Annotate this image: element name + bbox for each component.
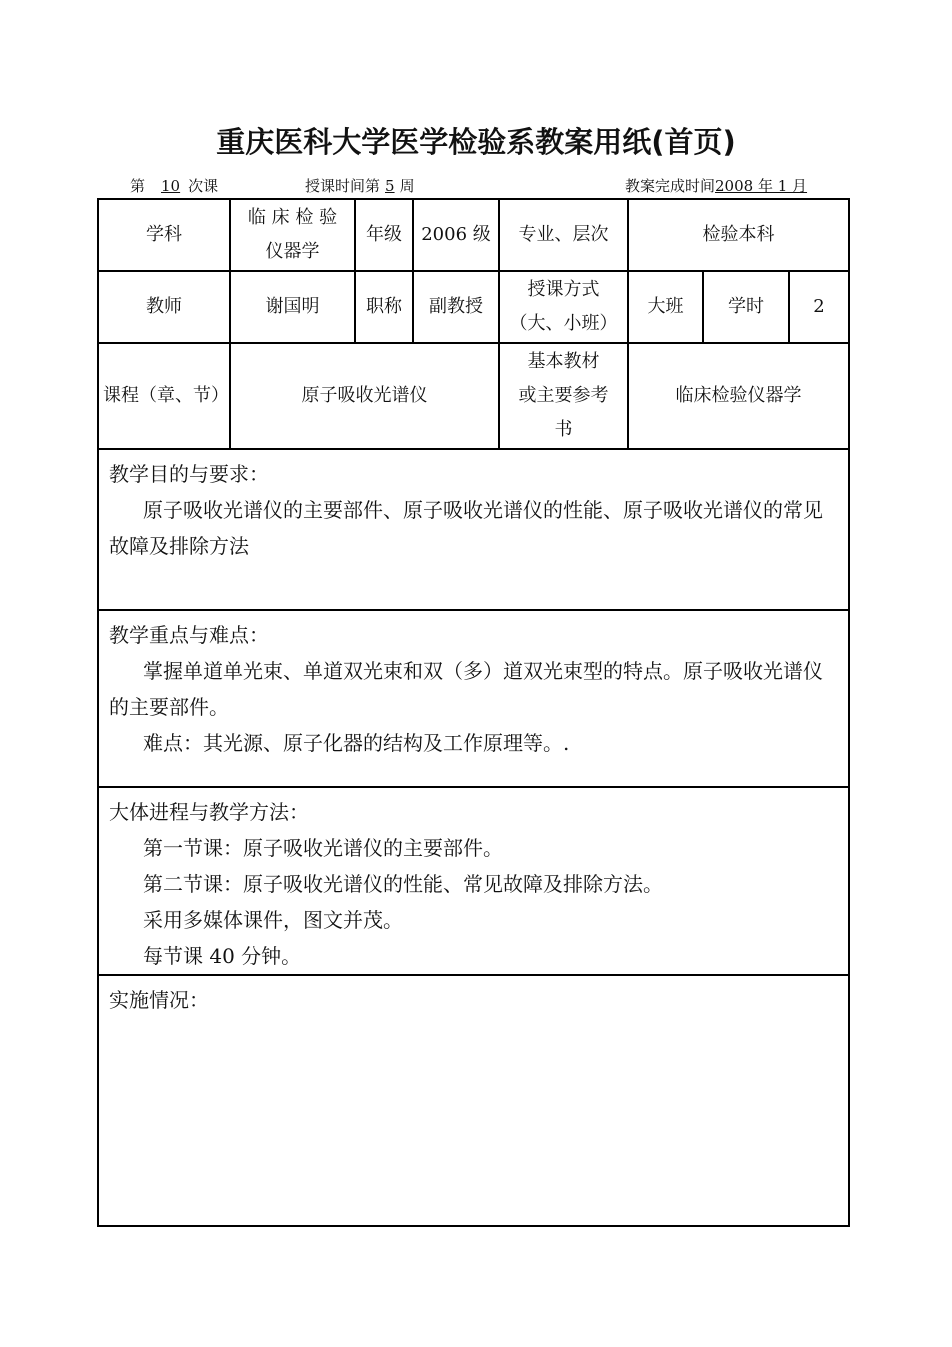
- mode-label-line1: 授课方式: [527, 279, 600, 300]
- difficulty-text: 难点：其光源、原子化器的结构及工作原理等。.: [143, 731, 570, 755]
- lesson-number: 10: [161, 177, 181, 195]
- teacher-label: 教师: [98, 271, 230, 343]
- key-points-text: 掌握单道单光束、单道双光束和双（多）道双光束型的特点。原子吸收光谱仪的主要部件。: [109, 659, 823, 719]
- reference-value: 临床检验仪器学: [628, 343, 849, 449]
- process-line-1: 第一节课：原子吸收光谱仪的主要部件。: [143, 836, 503, 860]
- process-line-2: 第二节课：原子吸收光谱仪的性能、常见故障及排除方法。: [143, 872, 663, 896]
- process-section: [98, 787, 849, 975]
- subject-value-line2: 仪器学: [265, 241, 320, 262]
- lesson-prefix: 第: [130, 177, 146, 195]
- major-label: 专业、层次: [499, 199, 628, 271]
- week-line: [305, 175, 415, 196]
- hours-value: 2: [789, 271, 849, 343]
- week-prefix: 授课时间第: [305, 177, 381, 195]
- title-label: 职称: [355, 271, 413, 343]
- lesson-suffix: 次课: [188, 177, 219, 195]
- subject-value-line1: 临 床 检 验: [247, 207, 338, 228]
- reference-label-line3: 书: [554, 419, 573, 440]
- table-row-course: [98, 343, 849, 449]
- implementation-section: [98, 975, 849, 1226]
- objectives-text: 原子吸收光谱仪的主要部件、原子吸收光谱仪的性能、原子吸收光谱仪的常见故障及排除方法: [109, 498, 823, 558]
- completion-label: 教案完成时间: [625, 177, 716, 195]
- reference-label: [499, 343, 628, 449]
- grade-value: 2006 级: [413, 199, 499, 271]
- implementation-heading: 实施情况：: [109, 988, 209, 1012]
- table-row-process: [98, 787, 849, 975]
- objectives-heading: 教学目的与要求：: [109, 462, 269, 486]
- page-title: 重庆医科大学医学检验系教案用纸(首页): [216, 125, 736, 159]
- table-row-teacher: [98, 271, 849, 343]
- table-row-objectives: [98, 449, 849, 610]
- lesson-number-line: [130, 175, 218, 196]
- major-value: 检验本科: [628, 199, 849, 271]
- process-line-3: 采用多媒体课件，图文并茂。: [143, 908, 403, 932]
- title-value: 副教授: [413, 271, 499, 343]
- objectives-section: [98, 449, 849, 610]
- lesson-plan-table: [97, 198, 850, 1227]
- mode-label: [499, 271, 628, 343]
- process-heading: 大体进程与教学方法：: [109, 800, 309, 824]
- completion-line: [625, 175, 807, 196]
- teacher-value: 谢国明: [230, 271, 355, 343]
- reference-label-line2: 或主要参考: [518, 385, 609, 406]
- subject-value: [230, 199, 355, 271]
- process-line-4: 每节课 40 分钟。: [143, 944, 302, 968]
- hours-label: 学时: [703, 271, 789, 343]
- reference-label-line1: 基本教材: [527, 351, 600, 372]
- table-row-key-points: [98, 610, 849, 787]
- mode-value: 大班: [628, 271, 703, 343]
- week-number: 5: [385, 177, 395, 195]
- key-points-heading: 教学重点与难点：: [109, 623, 269, 647]
- table-row-implementation: [98, 975, 849, 1226]
- week-suffix: 周: [399, 177, 415, 195]
- mode-label-line2: （大、小班）: [509, 313, 618, 334]
- course-label: 课程（章、节）: [98, 343, 230, 449]
- completion-date: 2008 年 1 月: [715, 177, 808, 195]
- course-value: 原子吸收光谱仪: [230, 343, 499, 449]
- subject-label: 学科: [98, 199, 230, 271]
- table-row-subject: [98, 199, 849, 271]
- grade-label: 年级: [355, 199, 413, 271]
- key-points-section: [98, 610, 849, 787]
